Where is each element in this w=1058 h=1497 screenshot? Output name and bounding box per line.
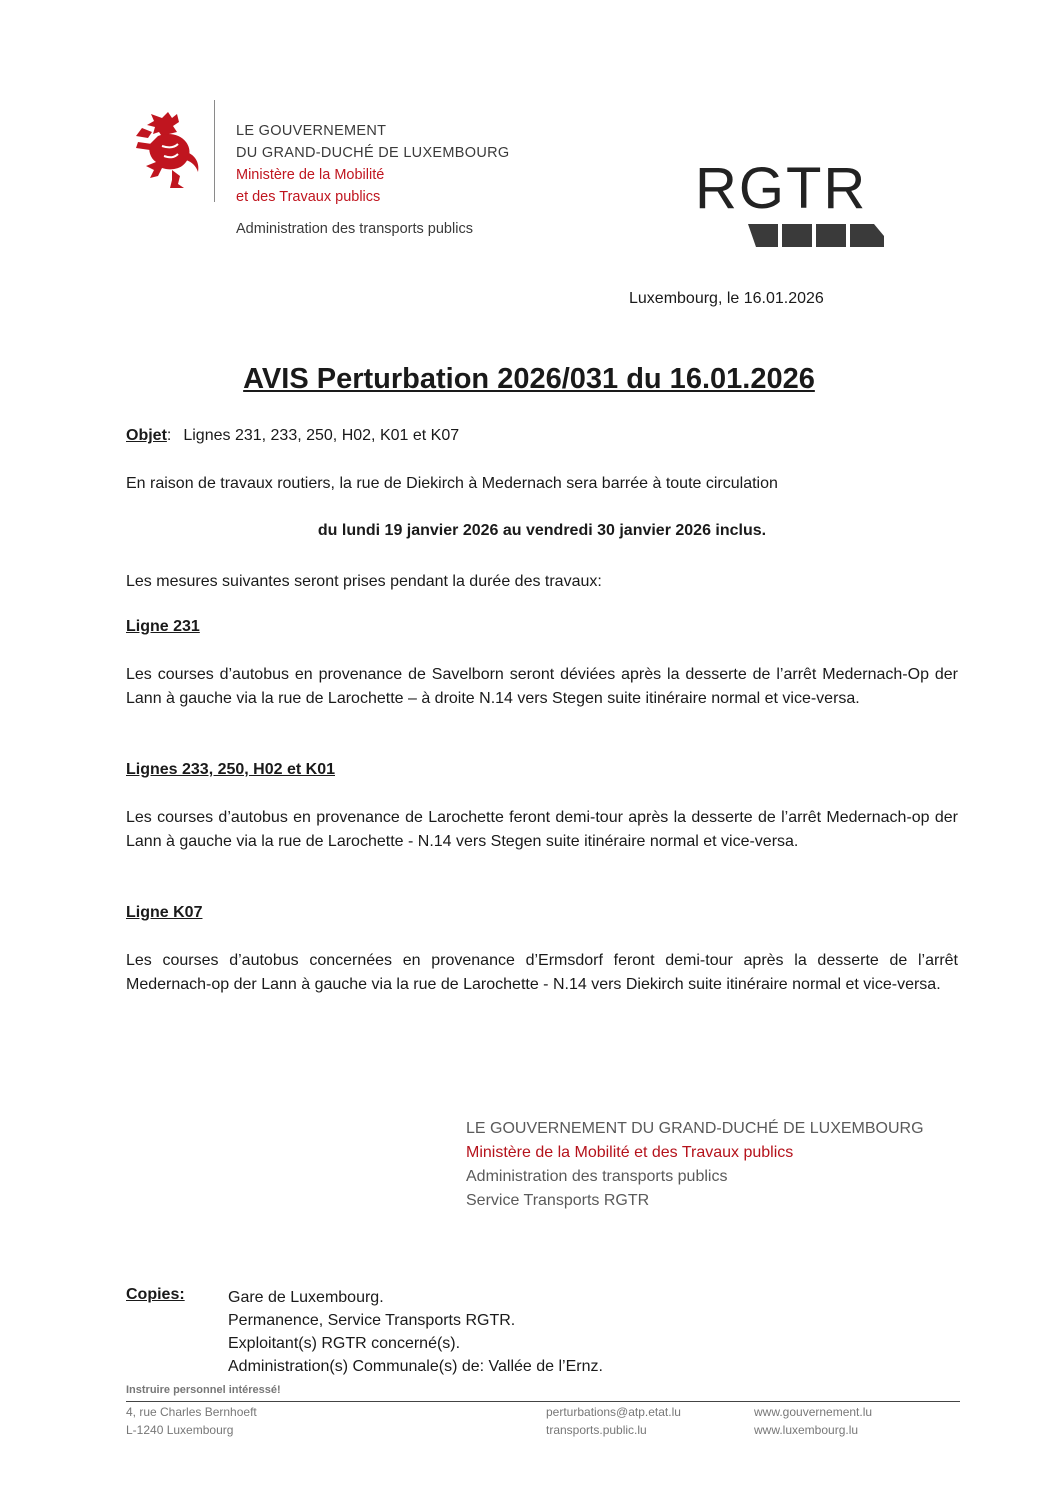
header-divider <box>214 100 215 202</box>
section-text: Les courses d’autobus concernées en provenance d’Ermsdorf feront demi-tour après la desserte de l’arrêt Medernach-op der Lann à gauche via la rue de Larochette - N.14 vers Diekirch suite itinéraire normal et vice-versa. <box>126 952 958 993</box>
section-heading: Ligne K07 <box>126 904 203 921</box>
section-text: Les courses d’autobus en provenance de Larochette feront demi-tour après la desserte de l’arrêt Medernach-op der Lann à gauche via la rue de Larochette - N.14 vers Stegen suite itinéraire normal et vice-versa. <box>126 809 958 850</box>
luxembourg-lion-logo <box>132 112 204 190</box>
objet-value: Lignes 231, 233, 250, H02, K01 et K07 <box>183 427 460 444</box>
signature-administration: Administration des transports publics <box>466 1168 728 1185</box>
copies-list <box>228 1286 603 1378</box>
footer-address <box>126 1403 257 1439</box>
instruction-note: Instruire personnel intéressé! <box>126 1384 281 1396</box>
ministry-line-2: et des Travaux publics <box>236 189 381 205</box>
copies-item: Permanence, Service Transports RGTR. <box>228 1312 516 1329</box>
signature-ministry: Ministère de la Mobilité et des Travaux publics <box>466 1144 794 1161</box>
administration-line: Administration des transports publics <box>236 221 473 237</box>
footer-site-transports: transports.public.lu <box>546 1423 647 1437</box>
signature-block <box>466 1117 924 1213</box>
footer-site-luxembourg: www.luxembourg.lu <box>754 1423 859 1437</box>
section-heading: Lignes 233, 250, H02 et K01 <box>126 761 335 778</box>
signature-service: Service Transports RGTR <box>466 1192 650 1209</box>
ministry-line-1: Ministère de la Mobilité <box>236 167 385 183</box>
footer-divider <box>126 1401 960 1402</box>
copies-item: Administration(s) Communale(s) de: Vallée de l’Ernz. <box>228 1358 603 1375</box>
rgtr-logo-text: RGTR <box>695 156 868 221</box>
signature-gov: LE GOUVERNEMENT DU GRAND-DUCHÉ DE LUXEMBOURG <box>466 1120 924 1137</box>
objet-line <box>126 427 459 445</box>
footer-email: perturbations@atp.etat.lu <box>546 1405 681 1419</box>
section-heading: Ligne 231 <box>126 618 200 635</box>
footer-websites <box>754 1403 872 1439</box>
copies-item: Exploitant(s) RGTR concerné(s). <box>228 1335 461 1352</box>
footer-contact <box>546 1403 681 1439</box>
measures-intro: Les mesures suivantes seront prises pendant la durée des travaux: <box>126 573 602 590</box>
page-title: AVIS Perturbation 2026/031 du 16.01.2026 <box>243 363 815 395</box>
footer-address-line-1: 4, rue Charles Bernhoeft <box>126 1405 257 1419</box>
footer-site-gouvernement: www.gouvernement.lu <box>754 1405 873 1419</box>
period-line: du lundi 19 janvier 2026 au vendredi 30 janvier 2026 inclus. <box>317 522 767 539</box>
copies-label: Copies: <box>126 1286 185 1303</box>
objet-colon: : <box>166 427 172 444</box>
objet-label: Objet <box>126 427 167 444</box>
gov-line-2: DU GRAND-DUCHÉ DE LUXEMBOURG <box>236 145 510 161</box>
rgtr-logo-icon <box>748 224 884 247</box>
date-line: Luxembourg, le 16.01.2026 <box>629 290 824 307</box>
copies-item: Gare de Luxembourg. <box>228 1289 384 1306</box>
intro-paragraph: En raison de travaux routiers, la rue de Diekirch à Medernach sera barrée à toute circulation <box>126 475 778 492</box>
section-text: Les courses d’autobus en provenance de Savelborn seront déviées après la desserte de l’arrêt Medernach-Op der Lann à gauche via la rue de Larochette – à droite N.14 vers Stegen suite itinéraire normal et vice-versa. <box>126 666 958 707</box>
gov-line-1: LE GOUVERNEMENT <box>236 123 387 139</box>
government-block <box>236 120 509 208</box>
footer-address-line-2: L-1240 Luxembourg <box>126 1423 234 1437</box>
